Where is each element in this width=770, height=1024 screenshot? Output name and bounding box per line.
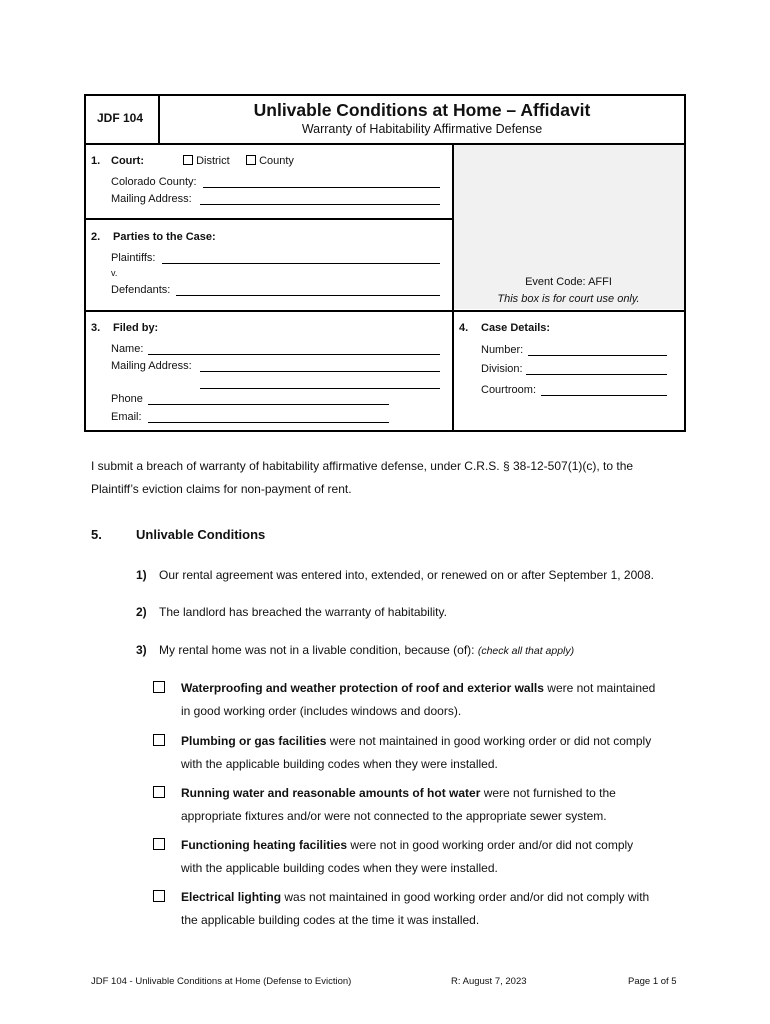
filed-by-label: Filed by: bbox=[113, 322, 159, 334]
section-5-number: 5. bbox=[91, 527, 102, 542]
page-subtitle: Warranty of Habitability Affirmative Defense bbox=[301, 122, 543, 136]
condition-plumbing-bold: Plumbing or gas facilities bbox=[181, 734, 327, 748]
condition-plumbing bbox=[181, 730, 691, 776]
electrical-checkbox[interactable] bbox=[153, 890, 165, 902]
defendants-field[interactable] bbox=[176, 295, 440, 296]
county-checkbox[interactable] bbox=[246, 155, 256, 165]
form-id: JDF 104 bbox=[97, 111, 144, 125]
case-details-number: 4. bbox=[459, 322, 469, 334]
condition-electrical bbox=[181, 886, 691, 932]
filed-by-number: 3. bbox=[91, 322, 101, 334]
statement-1-number: 1) bbox=[136, 568, 147, 582]
running-water-checkbox[interactable] bbox=[153, 786, 165, 798]
email-field[interactable] bbox=[148, 422, 389, 423]
condition-waterproofing-line2: in good working order (includes windows and doors). bbox=[181, 704, 462, 718]
statement-2-text: The landlord has breached the warranty of habitability. bbox=[159, 605, 447, 619]
division-label: Division: bbox=[481, 363, 523, 375]
heating-checkbox[interactable] bbox=[153, 838, 165, 850]
section-5-title: Unlivable Conditions bbox=[136, 527, 266, 542]
phone-field[interactable] bbox=[148, 404, 389, 405]
statement-2-number: 2) bbox=[136, 605, 147, 619]
court-number: 1. bbox=[91, 155, 101, 167]
intro-line-2: Plaintiff’s eviction claims for non-payment of rent. bbox=[91, 482, 352, 496]
event-code: Event Code: AFFI bbox=[525, 276, 612, 288]
district-checkbox[interactable] bbox=[183, 155, 193, 165]
divider bbox=[84, 310, 686, 312]
condition-plumbing-line2: with the applicable building codes when they were installed. bbox=[181, 757, 498, 771]
page-title: Unlivable Conditions at Home – Affidavit bbox=[253, 100, 591, 120]
statement-3-hint: (check all that apply) bbox=[477, 645, 575, 657]
court-label: Court: bbox=[111, 155, 144, 167]
case-details-label: Case Details: bbox=[481, 322, 551, 334]
courtroom-label: Courtroom: bbox=[481, 384, 537, 396]
statement-1-text: Our rental agreement was entered into, extended, or renewed on or after September 1, 2008. bbox=[159, 568, 654, 582]
statement-3-number: 3) bbox=[136, 643, 147, 657]
court-mailing-label: Mailing Address: bbox=[111, 193, 192, 205]
condition-running-water bbox=[181, 782, 691, 828]
colorado-county-field[interactable] bbox=[203, 187, 440, 188]
filer-mailing-field[interactable] bbox=[200, 371, 440, 372]
email-label: Email: bbox=[111, 411, 142, 423]
divider bbox=[84, 218, 453, 220]
footer-page-number: Page 1 of 5 bbox=[628, 976, 677, 987]
phone-label: Phone bbox=[111, 393, 143, 405]
parties-label: Parties to the Case: bbox=[113, 231, 216, 243]
colorado-county-label: Colorado County: bbox=[111, 176, 197, 188]
condition-waterproofing-rest: were not maintained bbox=[543, 681, 656, 695]
parties-number: 2. bbox=[91, 231, 101, 243]
defendants-label: Defendants: bbox=[111, 284, 171, 296]
condition-heating bbox=[181, 834, 691, 880]
condition-electrical-rest: was not maintained in good working order and/or did not comply with bbox=[281, 890, 650, 904]
district-label: District bbox=[196, 155, 230, 167]
condition-heating-line2: with the applicable building codes when they were installed. bbox=[181, 861, 498, 875]
statement-3-main: My rental home was not in a livable condition, because (of): bbox=[159, 643, 475, 657]
filer-mailing-label: Mailing Address: bbox=[111, 360, 192, 372]
footer-left: JDF 104 - Unlivable Conditions at Home (Defense to Eviction) bbox=[91, 976, 352, 987]
versus-label: v. bbox=[111, 268, 118, 278]
plaintiffs-label: Plaintiffs: bbox=[111, 252, 156, 264]
county-option[interactable] bbox=[246, 155, 294, 167]
intro-line-1: I submit a breach of warranty of habitability affirmative defense, under C.R.S. § 38-12-507(1)(c), to the bbox=[91, 459, 634, 473]
name-label: Name: bbox=[111, 343, 144, 355]
plaintiffs-field[interactable] bbox=[162, 263, 440, 264]
condition-running-water-bold: Running water and reasonable amounts of hot water bbox=[181, 786, 481, 800]
footer-revision: R: August 7, 2023 bbox=[451, 976, 527, 987]
courtroom-field[interactable] bbox=[541, 395, 667, 396]
name-field[interactable] bbox=[148, 354, 440, 355]
county-label: County bbox=[259, 155, 294, 167]
condition-heating-bold: Functioning heating facilities bbox=[181, 838, 348, 852]
condition-electrical-bold: Electrical lighting bbox=[181, 890, 282, 904]
case-number-label: Number: bbox=[481, 344, 524, 356]
filer-mailing-field-2[interactable] bbox=[200, 388, 440, 389]
plumbing-checkbox[interactable] bbox=[153, 734, 165, 746]
condition-waterproofing bbox=[181, 677, 691, 723]
division-field[interactable] bbox=[526, 374, 667, 375]
case-number-field[interactable] bbox=[528, 355, 667, 356]
condition-electrical-line2: the applicable building codes at the time it was installed. bbox=[181, 913, 480, 927]
district-option[interactable] bbox=[183, 155, 230, 167]
condition-running-water-rest: were not furnished to the bbox=[480, 786, 616, 800]
condition-plumbing-rest: were not maintained in good working order or did not comply bbox=[326, 734, 652, 748]
waterproofing-checkbox[interactable] bbox=[153, 681, 165, 693]
divider bbox=[84, 143, 686, 145]
condition-running-water-line2: appropriate fixtures and/or were not connected to the appropriate sewer system. bbox=[181, 809, 607, 823]
condition-heating-rest: were not in good working order and/or did not comply bbox=[347, 838, 634, 852]
statement-3-text bbox=[159, 643, 574, 657]
condition-waterproofing-bold: Waterproofing and weather protection of roof and exterior walls bbox=[181, 681, 544, 695]
court-mailing-field[interactable] bbox=[200, 204, 440, 205]
court-use-note: This box is for court use only. bbox=[497, 293, 640, 305]
